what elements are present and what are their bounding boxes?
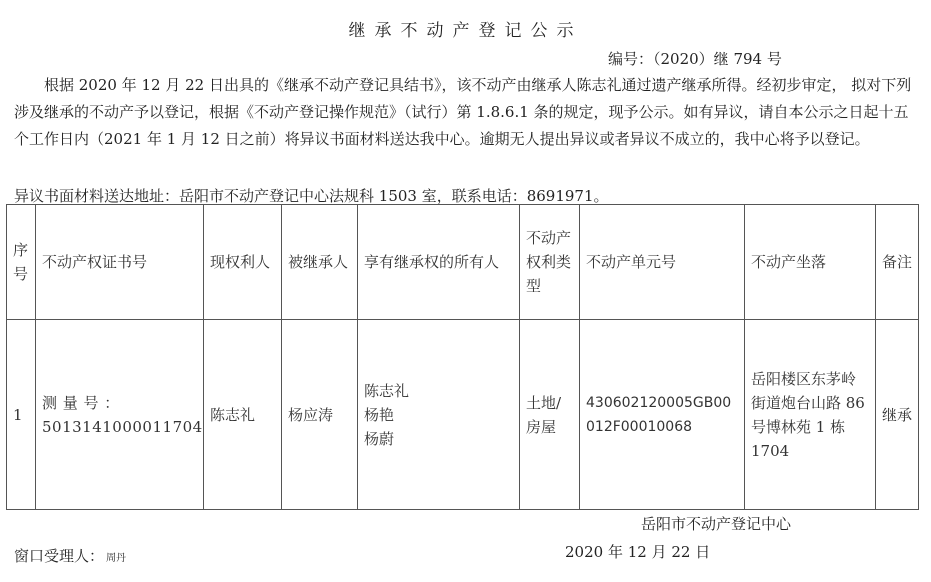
header-heirs: 享有继承权的所有人 [358,205,520,320]
receiver-label: 窗口受理人： [14,547,105,565]
cell-right-type: 土地/房屋 [520,320,580,510]
cell-cert-no: 测 量 号 ：5013141000011704 [36,320,204,510]
header-right-type: 不动产权利类型 [520,205,580,320]
header-current-holder: 现权利人 [204,205,282,320]
receiver-signature: 周丹 [106,553,127,564]
notice-paragraph: 根据 2020 年 12 月 22 日出具的《继承不动产登记具结书》，该不动产由继承人陈志礼通过遗产继承所得。经初步审定， 拟对下列涉及继承的不动产予以登记，根据《不动产登记操作规范》（试行）第 1.8.6.1 条的规定，现予公示。如有异议，请自本公示之日起十五个工作日内（2021 年 1 月 12 日之前）将异议书面材料送达我中心。逾期无人提出异议或者异议不成立的，我中心将予以登记。 [14,76,912,148]
issuing-authority: 岳阳市不动产登记中心 [641,515,792,533]
header-cert-no: 不动产权证书号 [36,205,204,320]
header-remark: 备注 [876,205,919,320]
issue-date: 2020 年 12 月 22 日 [565,543,711,561]
table-row [7,320,919,510]
header-location: 不动产坐落 [745,205,876,320]
window-receiver [14,545,126,566]
cell-current-holder: 陈志礼 [204,320,282,510]
header-decedent: 被继承人 [282,205,358,320]
table-header-row [7,205,919,320]
notice-body [14,72,919,153]
header-unit-no: 不动产单元号 [580,205,745,320]
cell-remark: 继承 [876,320,919,510]
cell-location: 岳阳楼区东茅岭街道炮台山路 86 号博林苑 1 栋 1704 [745,320,876,510]
cell-heirs: 陈志礼 杨艳 杨蔚 [358,320,520,510]
objection-address: 异议书面材料送达地址：岳阳市不动产登记中心法规科 1503 室，联系电话：8691971。 [14,187,609,205]
cell-seq: 1 [7,320,36,510]
cell-decedent: 杨应涛 [282,320,358,510]
document-number: 编号：（2020）继 794 号 [608,50,782,68]
notice-title: 继承不动产登记公示 [348,21,583,41]
registration-table [6,204,919,510]
cell-unit-no: 430602120005GB00012F00010068 [580,320,745,510]
header-seq: 序号 [7,205,36,320]
